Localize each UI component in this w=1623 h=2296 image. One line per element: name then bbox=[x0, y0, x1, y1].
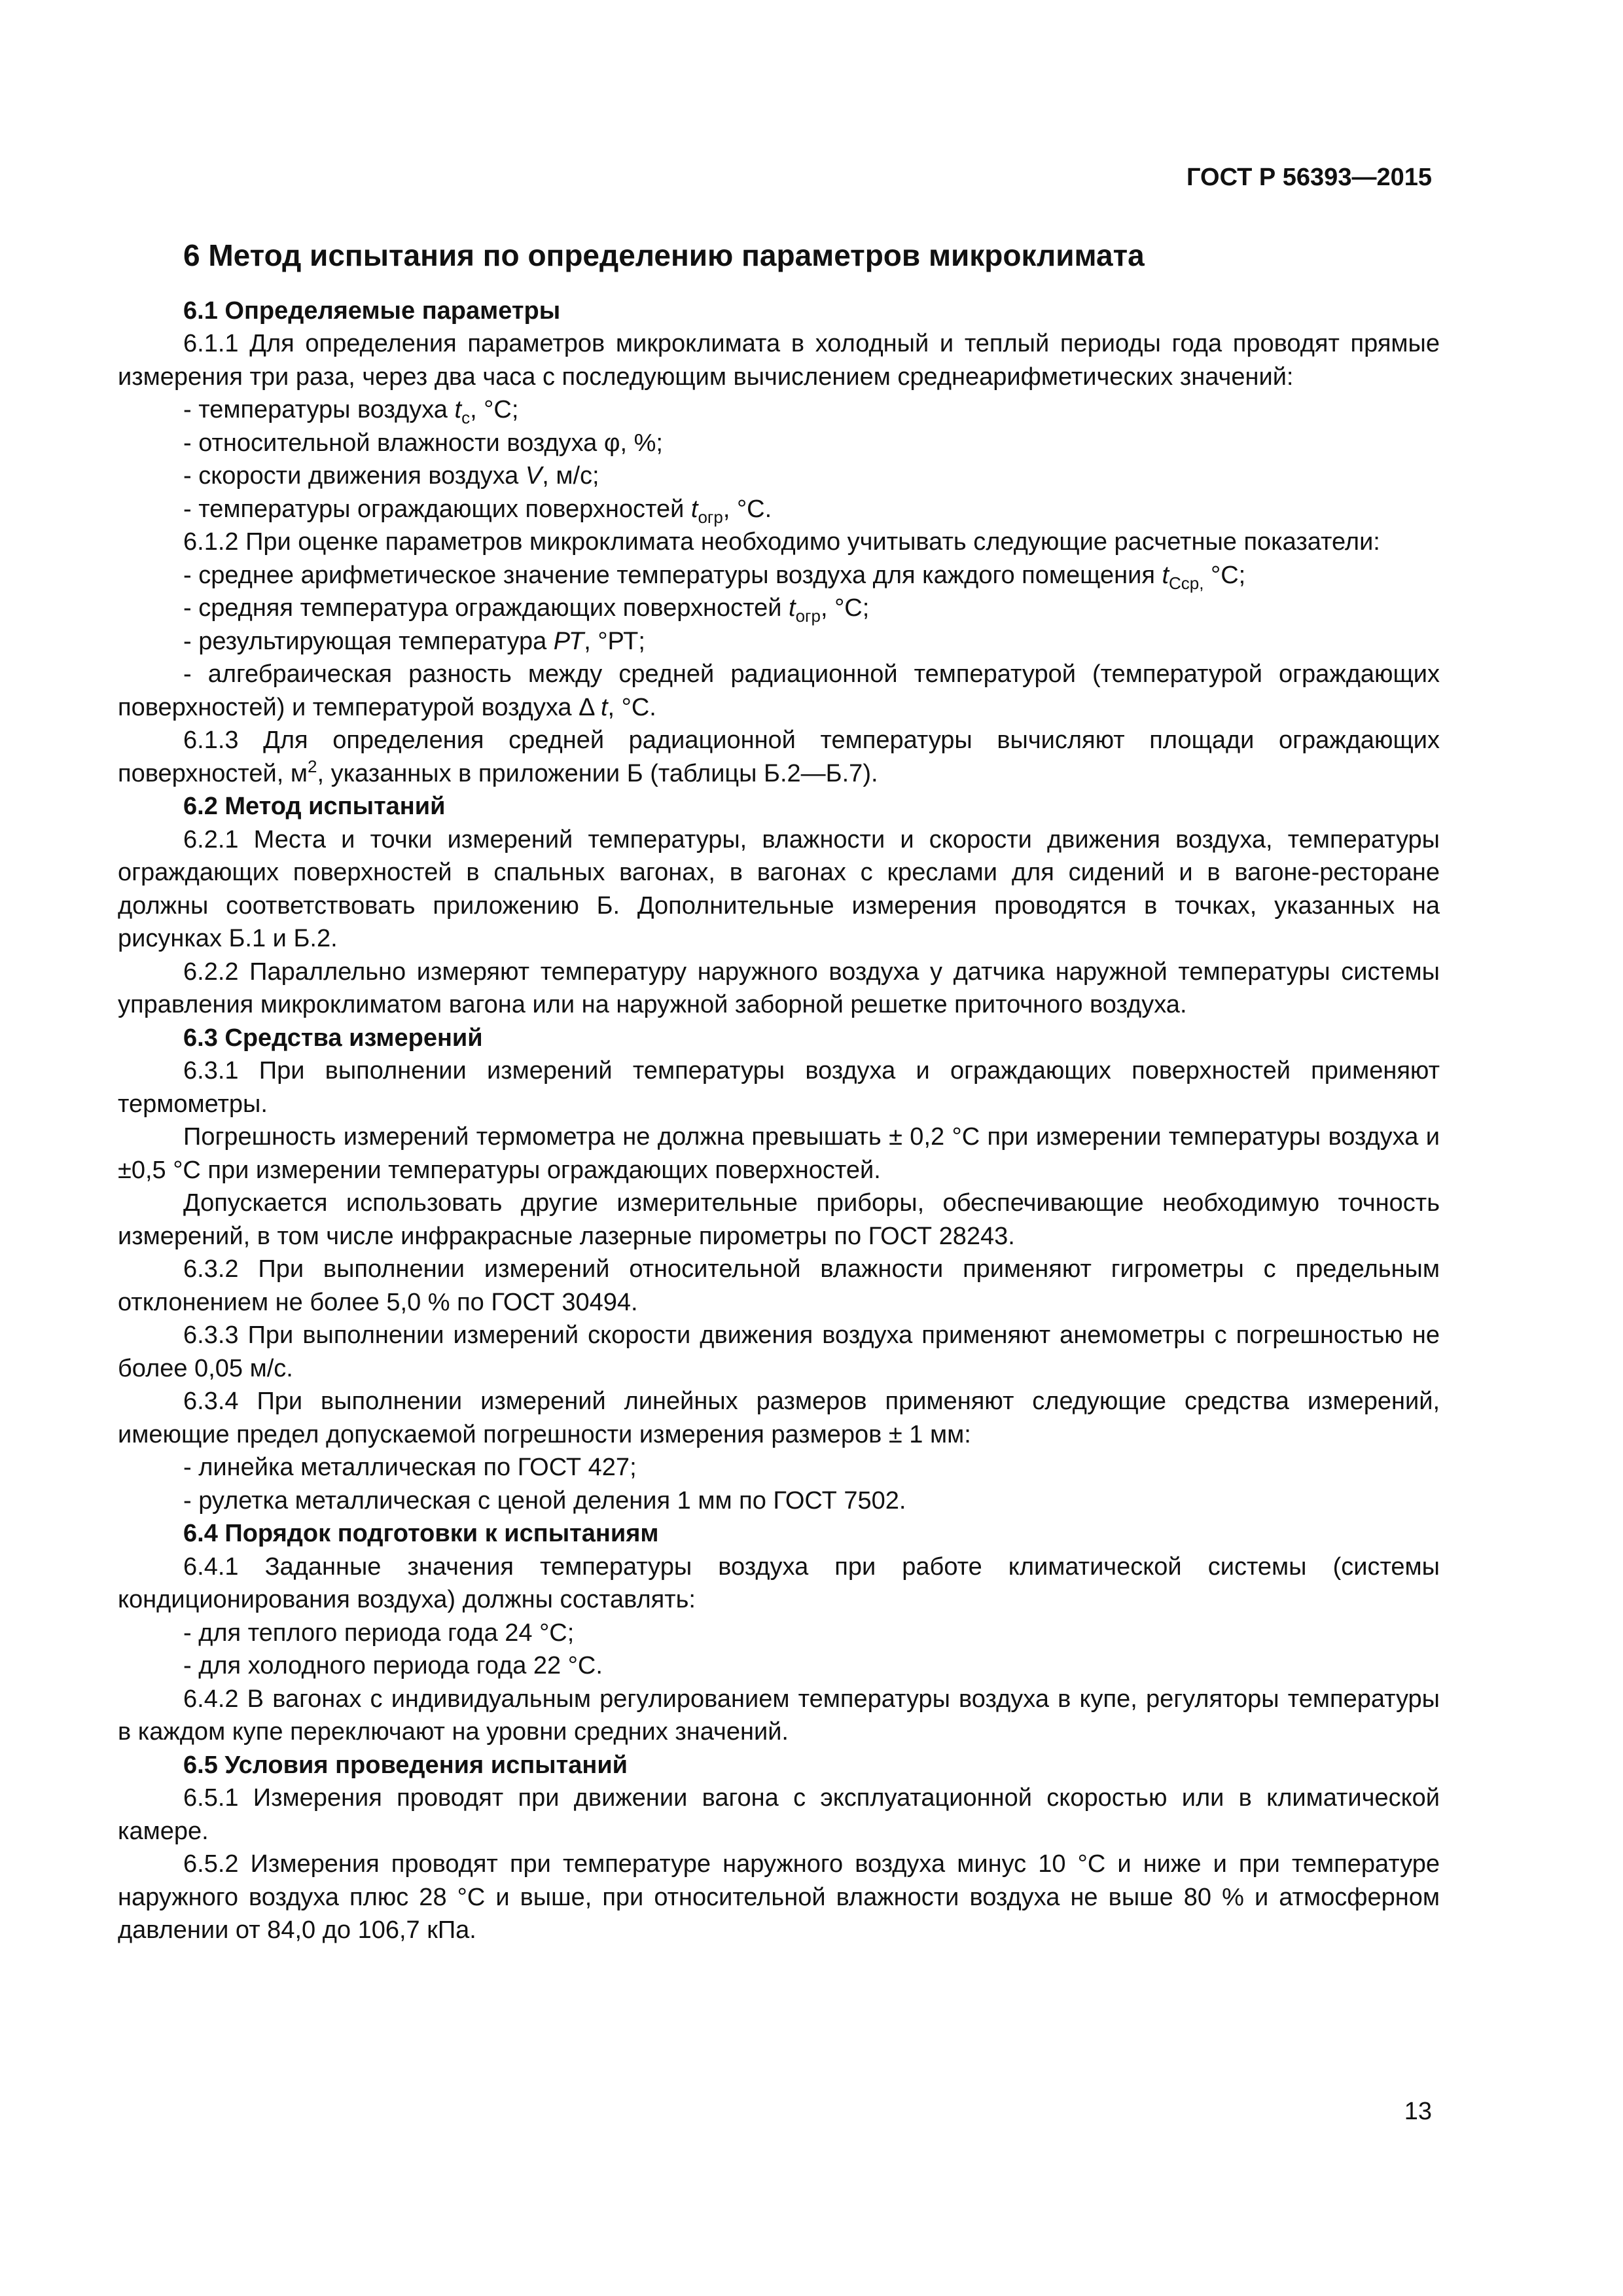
section-6-1-heading: 6.1 Определяемые параметры bbox=[183, 296, 561, 325]
list-item-warm-period: - для теплого периода года 24 °С; bbox=[183, 1619, 575, 1647]
paragraph-6-4-2: 6.4.2 В вагонах с индивидуальным регулированием температуры воздуха в купе, регуляторы температуры в каждом купе переключают на уровни средних значений. bbox=[118, 1685, 1440, 1746]
list-item-tape-measure: - рулетка металлическая с ценой деления 1 мм по ГОСТ 7502. bbox=[183, 1486, 906, 1515]
list-item-resulting-temperature: - результирующая температура РТ, °РТ; bbox=[183, 627, 645, 655]
list-item-air-velocity: - скорости движения воздуха V, м/с; bbox=[183, 462, 599, 490]
list-item-surface-temperature: - температуры ограждающих поверхностей $t_{огр}$, °С. bbox=[183, 495, 772, 527]
document-body bbox=[118, 239, 1440, 1947]
paragraph-6-1-1: 6.1.1 Для определения параметров микроклимата в холодный и теплый периоды года проводят прямые измерения три раза, через два часа с последующим вычислением среднеарифметических значений: bbox=[118, 330, 1440, 391]
paragraph-6-1-3: 6.1.3 Для определения средней радиационной температуры вычисляют площади ограждающих поверхностей, $м^2$, указанных в приложении Б (таблицы Б.2—Б.7). bbox=[118, 726, 1440, 787]
paragraph-6-3-2: 6.3.2 При выполнении измерений относительной влажности применяют гигрометры с предельным отклонением не более 5,0 % по ГОСТ 30494. bbox=[118, 1255, 1440, 1316]
list-item-relative-humidity: - относительной влажности воздуха φ, %; bbox=[183, 429, 663, 457]
list-item-ruler: - линейка металлическая по ГОСТ 427; bbox=[183, 1454, 637, 1481]
section-6-4-heading: 6.4 Порядок подготовки к испытаниям bbox=[183, 1520, 659, 1547]
paragraph-thermometer-error: Погрешность измерений термометра не должна превышать ± 0,2 °С при измерении температуры воздуха и ±0,5 °С при измерении температуры ограждающих поверхностей. bbox=[118, 1123, 1440, 1184]
paragraph-6-3-1: 6.3.1 При выполнении измерений температуры воздуха и ограждающих поверхностей применяют термометры. bbox=[118, 1057, 1440, 1118]
document-id: ГОСТ Р 56393—2015 bbox=[1186, 164, 1432, 191]
list-item-algebraic-difference: - алгебраическая разность между средней радиационной температурой (температурой ограждающих поверхностей) и температурой воздуха Δ t, °С. bbox=[118, 660, 1440, 721]
paragraph-6-5-1: 6.5.1 Измерения проводят при движении вагона с эксплуатационной скоростью или в климатической камере. bbox=[118, 1784, 1440, 1845]
list-item-mean-air-temperature: - среднее арифметическое значение температуры воздуха для каждого помещения $t_{Сср,}$ °С; bbox=[183, 561, 1246, 593]
list-item-air-temperature: - температуры воздуха $t_с$, °С; bbox=[183, 396, 519, 427]
paragraph-other-instruments: Допускается использовать другие измерительные приборы, обеспечивающие необходимую точность измерений, в том числе инфракрасные лазерные пирометры по ГОСТ 28243. bbox=[118, 1189, 1440, 1250]
paragraph-6-5-2: 6.5.2 Измерения проводят при температуре наружного воздуха минус 10 °С и ниже и при температуре наружного воздуха плюс 28 °С и выше, при относительной влажности воздуха не выше 80 % и атмосферном давлении от 84,0 до 106,7 кПа. bbox=[118, 1850, 1440, 1944]
paragraph-6-2-1: 6.2.1 Места и точки измерений температуры, влажности и скорости движения воздуха, температуры ограждающих поверхностей в спальных вагонах, в вагонах с креслами для сидений и в вагоне-ресторане должны соответствовать приложению Б. Дополнительные измерения проводятся в точках, указанных на рисунках Б.1 и Б.2. bbox=[118, 825, 1440, 952]
list-item-mean-surface-temperature: - средняя температура ограждающих поверхностей $t_{огр}$, °С; bbox=[183, 594, 870, 626]
paragraph-6-2-2: 6.2.2 Параллельно измеряют температуру наружного воздуха у датчика наружной температуры системы управления микроклиматом вагона или на наружной заборной решетке приточного воздуха. bbox=[118, 958, 1440, 1018]
list-item-cold-period: - для холодного периода года 22 °С. bbox=[183, 1652, 603, 1679]
paragraph-6-4-1: 6.4.1 Заданные значения температуры воздуха при работе климатической системы (системы кондиционирования воздуха) должны составлять: bbox=[118, 1552, 1440, 1613]
paragraph-6-1-2: 6.1.2 При оценке параметров микроклимата необходимо учитывать следующие расчетные показатели: bbox=[183, 528, 1380, 556]
paragraph-6-3-4: 6.3.4 При выполнении измерений линейных размеров применяют следующие средства измерений, имеющие предел допускаемой погрешности измерения размеров ± 1 мм: bbox=[118, 1388, 1440, 1448]
paragraph-6-3-3: 6.3.3 При выполнении измерений скорости движения воздуха применяют анемометры с погрешностью не более 0,05 м/с. bbox=[118, 1321, 1440, 1382]
section-6-heading: 6 Метод испытания по определению параметров микроклимата bbox=[183, 238, 1145, 272]
page-number: 13 bbox=[1404, 2098, 1432, 2125]
section-6-3-heading: 6.3 Средства измерений bbox=[183, 1024, 483, 1052]
section-6-5-heading: 6.5 Условия проведения испытаний bbox=[183, 1751, 628, 1779]
section-6-2-heading: 6.2 Метод испытаний bbox=[183, 793, 446, 820]
